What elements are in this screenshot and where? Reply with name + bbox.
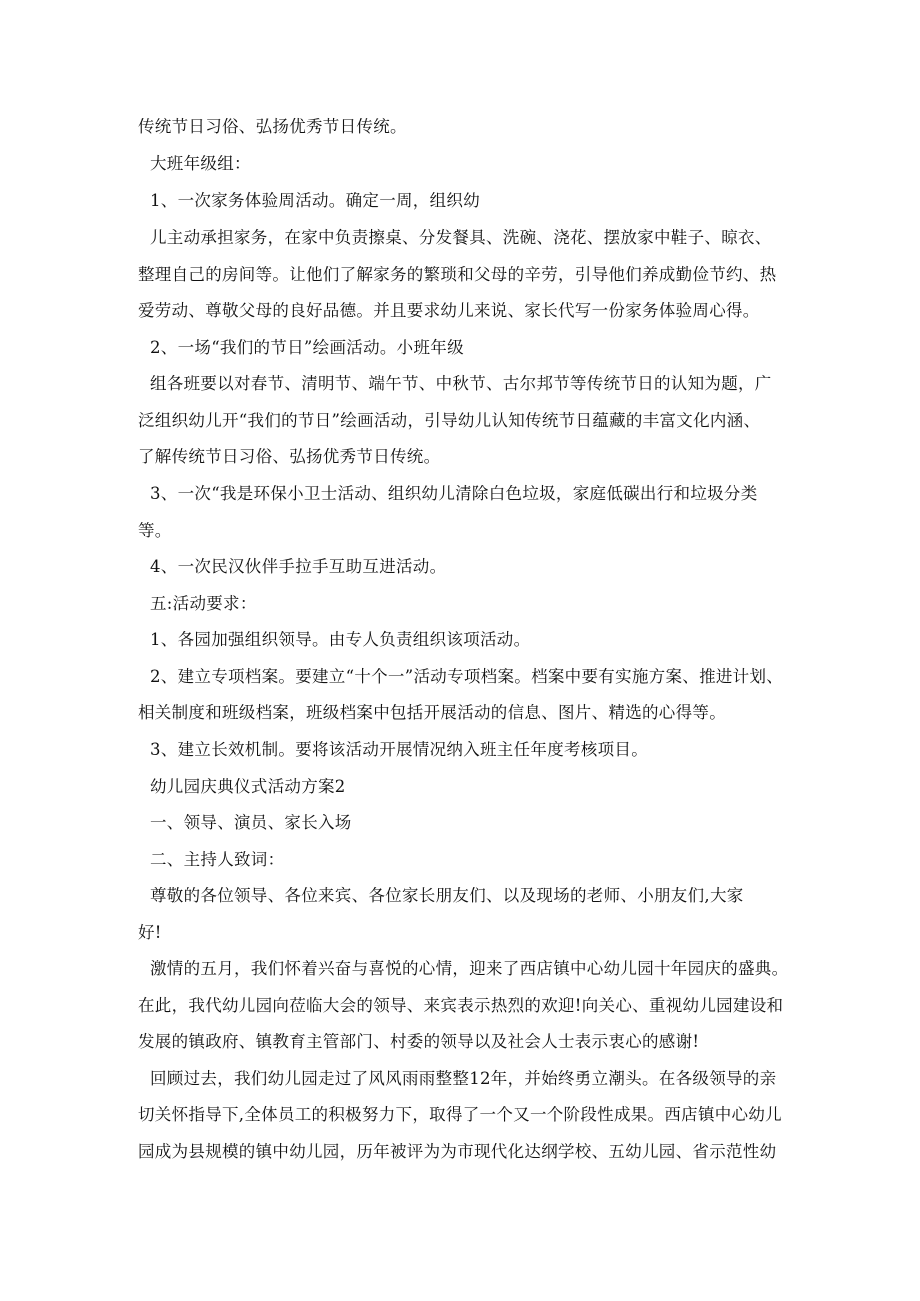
text-line: 儿主动承担家务，在家中负责擦桌、分发餐具、洗碗、浇花、摆放家中鞋子、晾衣、 — [150, 228, 772, 247]
text-line: 发展的镇政府、镇教育主管部门、村委的领导以及社会人士表示衷心的感谢! — [138, 1032, 700, 1051]
text-line: 组各班要以对春节、清明节、端午节、中秋节、古尔邦节等传统节日的认知为题，广 — [150, 374, 772, 393]
text-line: 泛组织幼儿开“我们的节日”绘画活动，引导幼儿认知传统节日蕴藏的丰富文化内涵、 — [138, 411, 761, 430]
text-line: 2、一场“我们的节日”绘画活动。小班年级 — [150, 338, 464, 357]
text-line: 相关制度和班级档案，班级档案中包括开展活动的信息、图片、精选的心得等。 — [138, 703, 726, 722]
text-line: 回顾过去，我们幼儿园走过了风风雨雨整整12年，并始终勇立潮头。在各级领导的亲 — [150, 1069, 777, 1088]
text-line: 整理自己的房间等。让他们了解家务的繁琐和父母的辛劳，引导他们养成勤俭节约、热 — [138, 265, 777, 284]
text-line: 五:活动要求： — [150, 594, 257, 613]
text-line: 爱劳动、尊敬父母的良好品德。并且要求幼儿来说、家长代写一份家务体验周心得。 — [138, 301, 760, 320]
text-line: 1、各园加强组织领导。由专人负责组织该项活动。 — [150, 630, 531, 649]
text-line: 等。 — [138, 521, 172, 540]
text-line: 二、主持人致词： — [150, 850, 285, 869]
text-line: 一、领导、演员、家长入场 — [150, 813, 352, 832]
text-line: 传统节日习俗、弘扬优秀节日传统。 — [138, 117, 407, 136]
text-line: 激情的五月，我们怀着兴奋与喜悦的心情，迎来了西店镇中心幼儿园十年园庆的盛典。 — [150, 959, 789, 978]
text-line: 1、一次家务体验周活动。确定一周，组织幼 — [150, 191, 480, 210]
text-line: 3、建立长效机制。要将该活动开展情况纳入班主任年度考核项目。 — [150, 740, 648, 759]
text-line: 大班年级组： — [150, 154, 251, 173]
text-line: 了解传统节日习俗、弘扬优秀节日传统。 — [138, 447, 441, 466]
text-line: 2、建立专项档案。要建立“十个一”活动专项档案。档案中要有实施方案、推进计划、 — [150, 667, 784, 686]
text-line: 切关怀指导下,全体员工的积极努力下，取得了一个又一个阶段性成果。西店镇中心幼儿 — [138, 1105, 782, 1124]
text-line: 在此，我代幼儿园向莅临大会的领导、来宾表示热烈的欢迎!向关心、重视幼儿园建设和 — [138, 996, 784, 1015]
text-line: 尊敬的各位领导、各位来宾、各位家长朋友们、以及现场的老师、小朋友们,大家 — [150, 886, 744, 905]
section-heading: 幼儿园庆典仪式活动方案2 — [150, 777, 346, 796]
text-line: 4、一次民汉伙伴手拉手互助互进活动。 — [150, 557, 447, 576]
text-line: 园成为县规模的镇中幼儿园，历年被评为为市现代化达纲学校、五幼儿园、省示范性幼 — [138, 1142, 777, 1161]
text-line: 3、一次“我是环保小卫士活动、组织幼儿清除白色垃圾，家庭低碳出行和垃圾分类 — [150, 484, 758, 503]
text-line: 好! — [138, 923, 162, 942]
